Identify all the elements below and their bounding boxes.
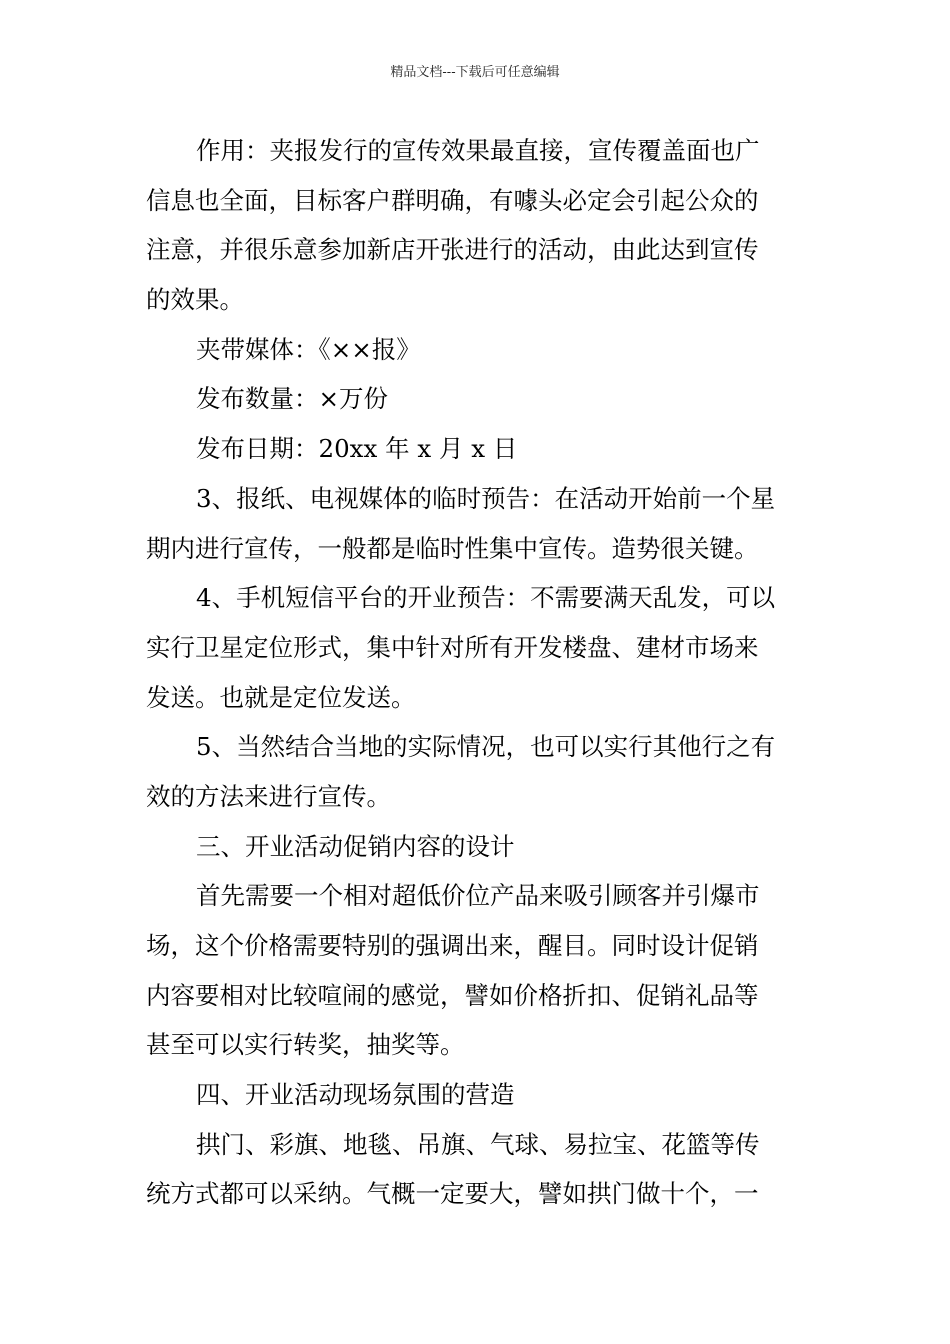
text-line: 三、开业活动促销内容的设计 [196,831,515,861]
text-line: 的效果。 [146,285,244,315]
text-line: 4、手机短信平台的开业预告：不需要满天乱发，可以 [196,583,776,613]
document-body [146,126,808,1219]
text-line: 发布数量：×万份 [196,384,389,414]
text-line: 注意，并很乐意参加新店开张进行的活动，由此达到宣传 [146,235,759,265]
text-line: 效的方法来进行宣传。 [146,781,391,811]
text-line: 统方式都可以采纳。气概一定要大，譬如拱门做十个，一 [146,1179,759,1209]
text-line: 实行卫星定位形式，集中针对所有开发楼盘、建材市场来 [146,632,759,662]
text-line: 3、报纸、电视媒体的临时预告：在活动开始前一个星 [196,483,776,513]
text-line: 5、当然结合当地的实际情况，也可以实行其他行之有 [196,732,776,762]
text-line: 发送。也就是定位发送。 [146,682,416,712]
text-line: 甚至可以实行转奖，抽奖等。 [146,1030,465,1060]
text-line: 期内进行宣传，一般都是临时性集中宣传。造势很关键。 [146,533,759,563]
text-line: 作用：夹报发行的宣传效果最直接，宣传覆盖面也广 [196,136,760,165]
text-line: 夹带媒体：《××报》 [196,334,421,364]
text-line: 发布日期：20xx 年 x 月 x 日 [196,434,518,464]
text-line: 场，这个价格需要特别的强调出来，醒目。同时设计促销 [146,931,759,960]
text-line: 四、开业活动现场氛围的营造 [196,1080,515,1110]
text-line: 内容要相对比较喧闹的感觉，譬如价格折扣、促销礼品等 [146,980,759,1010]
text-line: 拱门、彩旗、地毯、吊旗、气球、易拉宝、花篮等传 [196,1129,760,1159]
text-line: 首先需要一个相对超低价位产品来吸引顾客并引爆市 [196,881,760,911]
page-header: 精品文档---下载后可任意编辑 [390,65,560,80]
text-line: 信息也全面，目标客户群明确，有噱头必定会引起公众的 [146,185,759,215]
